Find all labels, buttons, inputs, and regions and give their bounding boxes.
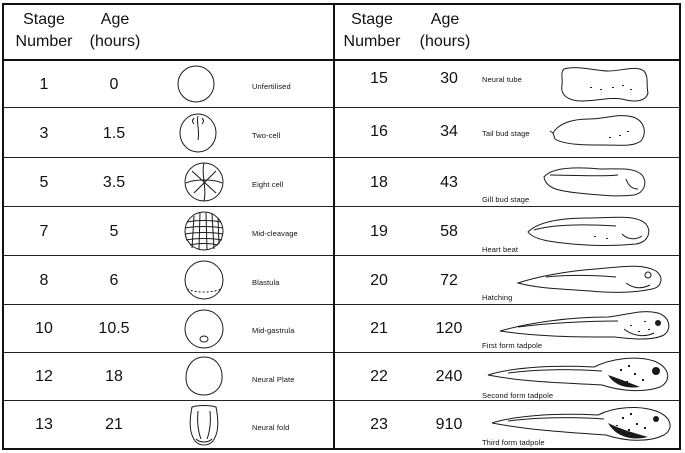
second-form-tadpole-icon (484, 353, 676, 395)
age-value: 910 (435, 416, 463, 433)
stage-label: Hatching (482, 293, 513, 302)
stage-label: Unfertilised (252, 82, 291, 91)
age-header-text: Age (430, 11, 460, 28)
center-divider (333, 5, 335, 448)
age-value: 21 (105, 416, 123, 433)
row-divider (4, 255, 679, 256)
stage-label: Second form tadpole (482, 391, 554, 400)
stage-table (2, 3, 681, 450)
hours-header-text: (hours) (419, 33, 471, 50)
stage-label: Third form tadpole (482, 438, 545, 447)
heart-beat-embryo-icon (524, 210, 654, 252)
age-value: 1.5 (102, 125, 126, 142)
hatching-tadpole-icon (516, 261, 666, 299)
stage-header-text: Stage (23, 11, 65, 28)
neural-plate-icon (182, 355, 226, 397)
stage-number: 22 (370, 368, 388, 385)
neural-fold-icon (184, 403, 224, 447)
unfertilised-egg-icon (174, 64, 218, 104)
stage-number: 3 (39, 125, 49, 142)
stage-label: Two-cell (252, 131, 281, 140)
number-header-text: Number (15, 33, 73, 50)
age-value: 5 (109, 223, 119, 240)
mid-gastrula-icon (182, 308, 226, 350)
stage-number: 23 (370, 416, 388, 433)
age-header-text: Age (100, 11, 130, 28)
stage-number: 8 (39, 272, 49, 289)
row-divider (4, 206, 679, 207)
stage-label: Neural Plate (252, 375, 295, 384)
age-value: 3.5 (102, 174, 126, 191)
stage-number: 13 (35, 416, 53, 433)
age-value: 72 (440, 272, 458, 289)
age-hours-header-right (414, 9, 476, 53)
neural-tube-embryo-icon (556, 63, 650, 107)
hours-header-text: (hours) (89, 33, 141, 50)
age-value: 240 (435, 368, 463, 385)
age-value: 6 (109, 272, 119, 289)
gill-bud-embryo-icon (538, 161, 650, 201)
mid-cleavage-icon (182, 210, 226, 252)
first-form-tadpole-icon (498, 307, 674, 345)
stage-label: Eight cell (252, 180, 284, 189)
stage-number: 20 (370, 272, 388, 289)
number-header-text: Number (343, 33, 401, 50)
two-cell-icon (176, 112, 220, 154)
stage-label: Mid-gastrula (252, 326, 295, 335)
stage-label: Tail bud stage (482, 129, 530, 138)
stage-label: Neural fold (252, 423, 290, 432)
stage-label: Blastula (252, 278, 280, 287)
stage-number-header-left (10, 9, 78, 53)
stage-number: 19 (370, 223, 388, 240)
age-value: 120 (435, 320, 463, 337)
stage-number: 16 (370, 123, 388, 140)
row-divider (4, 400, 679, 401)
age-value: 43 (440, 174, 458, 191)
age-value: 34 (440, 123, 458, 140)
row-divider (4, 107, 679, 108)
age-value: 18 (105, 368, 123, 385)
stage-number: 1 (39, 76, 49, 93)
stage-label: Mid-cleavage (252, 229, 298, 238)
stage-number-header-right (338, 9, 406, 53)
stage-label: First form tadpole (482, 341, 543, 350)
age-value: 58 (440, 223, 458, 240)
age-value: 30 (440, 70, 458, 87)
age-hours-header-left (84, 9, 146, 53)
stage-number: 7 (39, 223, 49, 240)
age-value: 0 (109, 76, 119, 93)
stage-number: 21 (370, 320, 388, 337)
tail-bud-embryo-icon (549, 109, 649, 153)
stage-number: 5 (39, 174, 49, 191)
stage-label: Neural tube (482, 75, 522, 84)
age-value: 10.5 (98, 320, 130, 337)
stage-number: 12 (35, 368, 53, 385)
stage-label: Heart beat (482, 245, 519, 254)
row-divider (4, 304, 679, 305)
stage-number: 18 (370, 174, 388, 191)
third-form-tadpole-icon (488, 403, 678, 445)
stage-header-text: Stage (351, 11, 393, 28)
stage-label: Gill bud stage (482, 195, 530, 204)
stage-number: 15 (370, 70, 388, 87)
eight-cell-icon (182, 161, 226, 203)
row-divider (4, 157, 679, 158)
header-divider (4, 59, 679, 61)
stage-number: 10 (35, 320, 53, 337)
blastula-icon (182, 259, 226, 301)
